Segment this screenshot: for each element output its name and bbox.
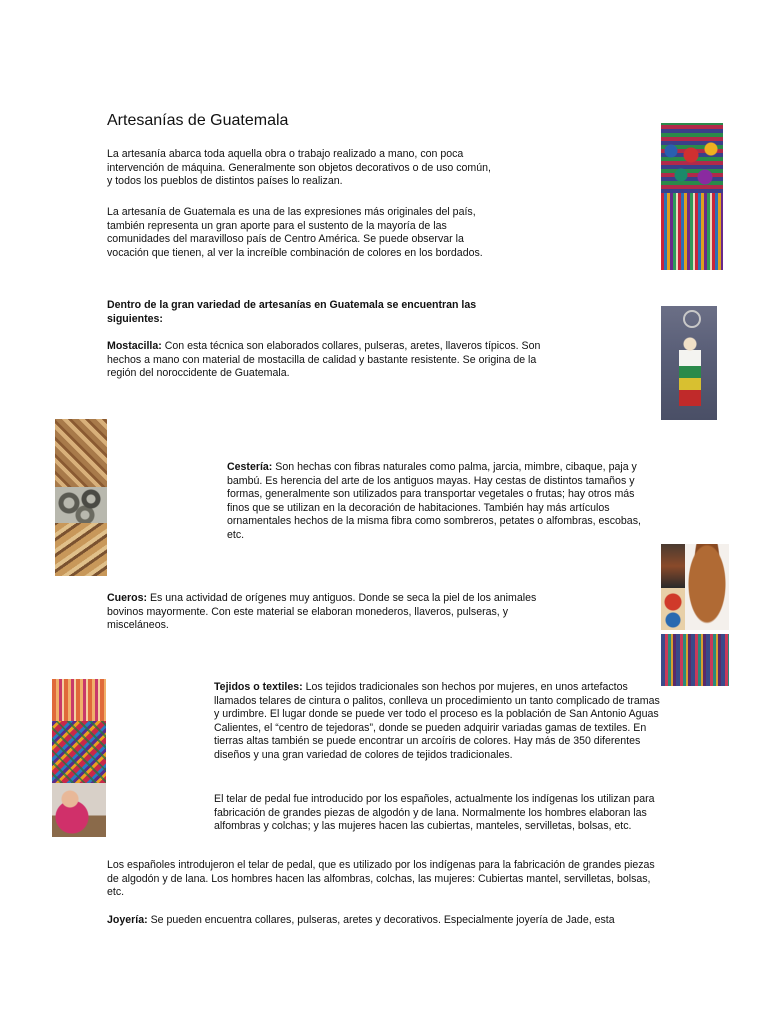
- basketry-photo-2: [55, 487, 107, 523]
- intro-paragraph-1: La artesanía abarca toda aquella obra o trabajo realizado a mano, con poca intervención de máquina. Generalmente son objetos decorativos o de uso común, y todos los pueblos de distintos países lo realizan.: [107, 148, 491, 187]
- textile-photo-2: [52, 721, 106, 783]
- telar-paragraph-2: Los españoles introdujeron el telar de pedal, que es utilizado por los indígenas para la fabricación de grandes piezas de algodón y de lana. Los hombres hacen las alfombras, colchas, las mujeres: Cubiertas mantel, servilletas, bolsas, etc.: [107, 859, 655, 898]
- mostacilla-paragraph: [107, 340, 547, 381]
- tejidos-paragraph: [214, 681, 660, 762]
- joyeria-text: Se pueden encuentra collares, pulseras, aretes y decorativos. Especialmente joyería de Jade, esta: [147, 914, 615, 926]
- keyring-shape: [683, 310, 701, 328]
- leather-backpack-photo: [685, 544, 729, 630]
- joyeria-term: Joyería:: [107, 914, 148, 926]
- basketry-photo-1: [55, 419, 107, 487]
- joyeria-paragraph: [107, 914, 667, 928]
- leather-photo-3: [661, 588, 685, 630]
- tejidos-term: Tejidos o textiles:: [214, 681, 303, 693]
- basketry-photo: [55, 419, 107, 576]
- woven-bags-photo: [661, 634, 729, 686]
- leather-photo-1: [661, 544, 685, 588]
- textile-photo-1: [52, 679, 106, 721]
- cesteria-term: Cestería:: [227, 461, 273, 473]
- telar-paragraph-1: El telar de pedal fue introducido por los españoles, actualmente los indígenas los utilizan para fabricación de grandes piezas de algodón y de lana. Normalmente los hombres elaboran las alfombras y colchas; y las mujeres hacen las cubiertas, manteles, servilletas, bolsas, etc.: [214, 793, 655, 832]
- bracelets-photo: [661, 123, 723, 270]
- cueros-term: Cueros:: [107, 592, 148, 604]
- mostacilla-text: Con esta técnica son elaborados collares, pulseras, aretes, llaveros típicos. Son hechos a mano con material de mostacilla de calidad y bastante resistente. Se origina de la región del noroccidente de Guatemala.: [107, 340, 541, 379]
- weaver-photo: [52, 783, 106, 837]
- intro-paragraph-2: La artesanía de Guatemala es una de las expresiones más originales del país, también representa un gran aporte para el sustento de la mayoría de las comunidades del maravilloso país de Centro América. Se puede observar la vocación que tienen, al ver la increíble combinación de colores en los bordados.: [107, 206, 483, 259]
- cesteria-text: Son hechas con fibras naturales como palma, jarcia, mimbre, cibaque, paja y bambú. Es herencia del arte de los antiguos mayas. Hay cestas de distintos tamaños y formas, generalmente son utilizados para transportar vegetales o frutas; hay otros más finos que se utilizan en la decoración de habitaciones. También hay más artículos ornamentales hechos de la misma fibra como sombreros, petates o alfombras, escobas, etc.: [227, 461, 641, 541]
- variety-heading: Dentro de la gran variedad de artesanías en Guatemala se encuentran las siguientes:: [107, 299, 477, 325]
- textiles-photo: [52, 679, 106, 837]
- cueros-text: Es una actividad de orígenes muy antiguos. Donde se seca la piel de los animales bovinos mayormente. Con este material se elaboran monederos, llaveros, pulseras, y misceláneos.: [107, 592, 537, 631]
- document-title: Artesanías de Guatemala: [107, 112, 289, 129]
- tejidos-text: Los tejidos tradicionales son hechos por mujeres, en unos artefactos llamados telares de cintura o palitos, conlleva un procedimiento un tanto complicado de tramas y urdimbre. El lugar donde se puede ver todo el proceso es la población de San Antonio Aguas Calientes, el “centro de tejedoras”, donde se pueden adquirir variadas gamas de textiles. En tierras altas también se puede encontrar un arcoíris de colores. Hay más de 350 diferentes diseños y una gran variedad de colores de tejidos tradicionales.: [214, 681, 660, 761]
- mostacilla-term: Mostacilla:: [107, 340, 162, 352]
- leather-goods-photo: [661, 544, 729, 686]
- beaded-keychain-photo: [661, 306, 717, 420]
- basketry-photo-3: [55, 523, 107, 576]
- cueros-paragraph: [107, 592, 567, 633]
- cesteria-paragraph: [227, 461, 659, 542]
- beaded-figure-shape: [679, 336, 701, 406]
